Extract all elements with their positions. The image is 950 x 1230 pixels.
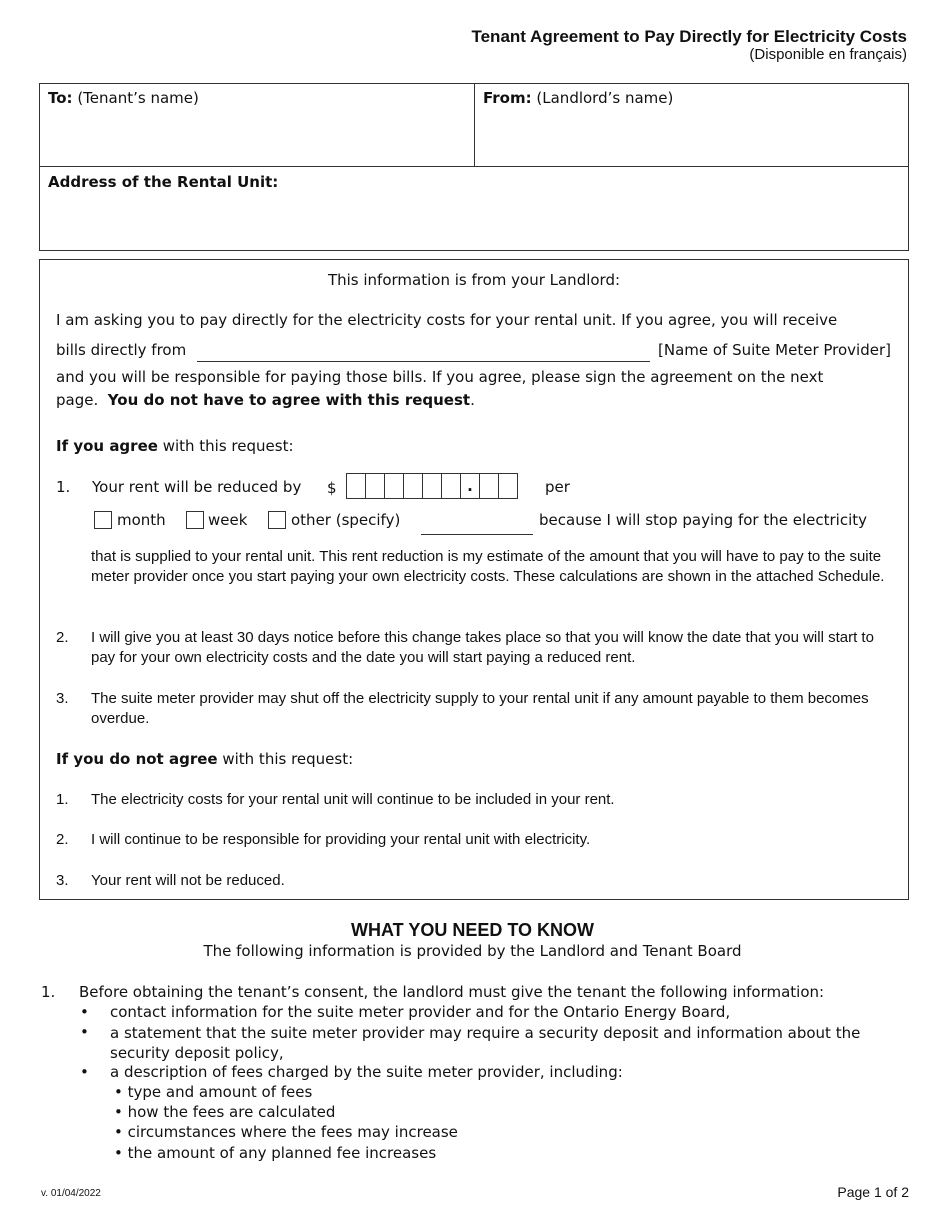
- disagree-item-2-text: I will continue to be responsible for providing your rental unit with electricity.: [91, 831, 591, 848]
- rent-reduction-amount-field[interactable]: [346, 473, 538, 499]
- know-item-1-text: Before obtaining the tenant’s consent, the landlord must give the tenant the following information:: [79, 983, 825, 1001]
- month-option-label: month: [117, 511, 166, 529]
- bullet-3-marker: •: [80, 1063, 89, 1081]
- amount-digit-cell[interactable]: [403, 473, 423, 499]
- bullet-2-marker: •: [80, 1023, 89, 1041]
- amount-digit-cell[interactable]: [365, 473, 385, 499]
- other-specify-field[interactable]: [421, 512, 533, 535]
- per-label: per: [545, 478, 570, 496]
- disagree-item-1-text: The electricity costs for your rental unit will continue to be included in your rent.: [91, 791, 615, 808]
- other-checkbox[interactable]: [268, 511, 286, 529]
- disagree-item-3-text: Your rent will not be reduced.: [91, 872, 285, 889]
- provider-name-caption: [Name of Suite Meter Provider]: [658, 341, 891, 359]
- bullet-1-text: contact information for the suite meter provider and for the Ontario Energy Board,: [110, 1003, 731, 1021]
- agree-item-1-continuation: that is supplied to your rental unit. This rent reduction is my estimate of the amount that you will have to pay to the suite meter provider once you start paying your own electricity costs. These calculations are shown in the attached Schedule.: [91, 548, 885, 585]
- amount-digit-cell[interactable]: [346, 473, 366, 499]
- to-field-label: To: (Tenant’s name): [48, 89, 199, 107]
- intro-line-1: I am asking you to pay directly for the electricity costs for your rental unit. If you agree, you will receive: [56, 311, 838, 329]
- intro-line-3: and you will be responsible for paying those bills. If you agree, please sign the agreement on the next: [56, 368, 824, 386]
- amount-cent-cell[interactable]: [479, 473, 499, 499]
- amount-digit-cell[interactable]: [422, 473, 442, 499]
- bullet-3-text: a description of fees charged by the suite meter provider, including:: [110, 1063, 623, 1081]
- parties-divider-horizontal: [39, 166, 909, 167]
- bills-from-label: bills directly from: [56, 341, 187, 359]
- if-you-do-not-agree-heading: If you do not agree with this request:: [56, 750, 354, 768]
- agree-item-2-text: I will give you at least 30 days notice before this change takes place so that you will know the date that you will start to pay for your own electricity costs and the date you will start paying a reduced rent.: [91, 629, 874, 666]
- landlord-name-field[interactable]: [476, 110, 907, 165]
- provider-name-field[interactable]: [197, 340, 650, 362]
- agree-item-2-number: 2.: [56, 629, 69, 646]
- intro-line-4: page. You do not have to agree with this request.: [56, 391, 475, 409]
- week-checkbox[interactable]: [186, 511, 204, 529]
- fee-subitem-3: • circumstances where the fees may increase: [114, 1123, 458, 1141]
- bullet-1-marker: •: [80, 1003, 89, 1021]
- address-label: Address of the Rental Unit:: [48, 173, 279, 191]
- agree-item-1-number: 1.: [56, 478, 71, 496]
- amount-digit-cell[interactable]: [441, 473, 461, 499]
- ltb-info-subheading: The following information is provided by the Landlord and Tenant Board: [203, 942, 742, 960]
- parties-divider-vertical: [474, 83, 475, 167]
- bullet-2-text: a statement that the suite meter provider may require a security deposit and information about the security deposit policy,: [110, 1024, 861, 1062]
- disagree-item-1-number: 1.: [56, 791, 69, 808]
- month-checkbox[interactable]: [94, 511, 112, 529]
- agree-item-1-text: Your rent will be reduced by: [92, 478, 302, 496]
- amount-cent-cell[interactable]: [498, 473, 518, 499]
- landlord-info-heading: This information is from your Landlord:: [327, 271, 621, 289]
- decimal-point-cell: .: [460, 473, 480, 499]
- know-item-1-number: 1.: [41, 983, 56, 1001]
- what-you-need-to-know-heading: WHAT YOU NEED TO KNOW: [351, 920, 594, 940]
- french-availability-note: (Disponible en français): [749, 46, 907, 63]
- disagree-item-3-number: 3.: [56, 872, 69, 889]
- if-you-agree-heading: If you agree with this request:: [56, 437, 294, 455]
- disagree-item-2-number: 2.: [56, 831, 69, 848]
- week-option-label: week: [208, 511, 248, 529]
- from-field-label: From: (Landlord’s name): [483, 89, 674, 107]
- because-text: because I will stop paying for the electricity: [539, 511, 867, 529]
- rental-address-field[interactable]: [40, 194, 907, 249]
- fee-subitem-4: • the amount of any planned fee increases: [114, 1144, 437, 1162]
- fee-subitem-1: • type and amount of fees: [114, 1083, 313, 1101]
- amount-digit-cell[interactable]: [384, 473, 404, 499]
- page-number: Page 1 of 2: [837, 1184, 909, 1200]
- fee-subitem-2: • how the fees are calculated: [114, 1103, 336, 1121]
- other-option-label: other (specify): [291, 511, 401, 529]
- agree-item-3-number: 3.: [56, 690, 69, 707]
- dollar-sign: $: [327, 479, 337, 497]
- agree-item-3-text: The suite meter provider may shut off the electricity supply to your rental unit if any amount payable to them becomes overdue.: [91, 690, 869, 727]
- tenant-name-field[interactable]: [40, 110, 472, 165]
- form-version: v. 01/04/2022: [41, 1188, 101, 1199]
- form-title: Tenant Agreement to Pay Directly for Electricity Costs: [471, 27, 907, 46]
